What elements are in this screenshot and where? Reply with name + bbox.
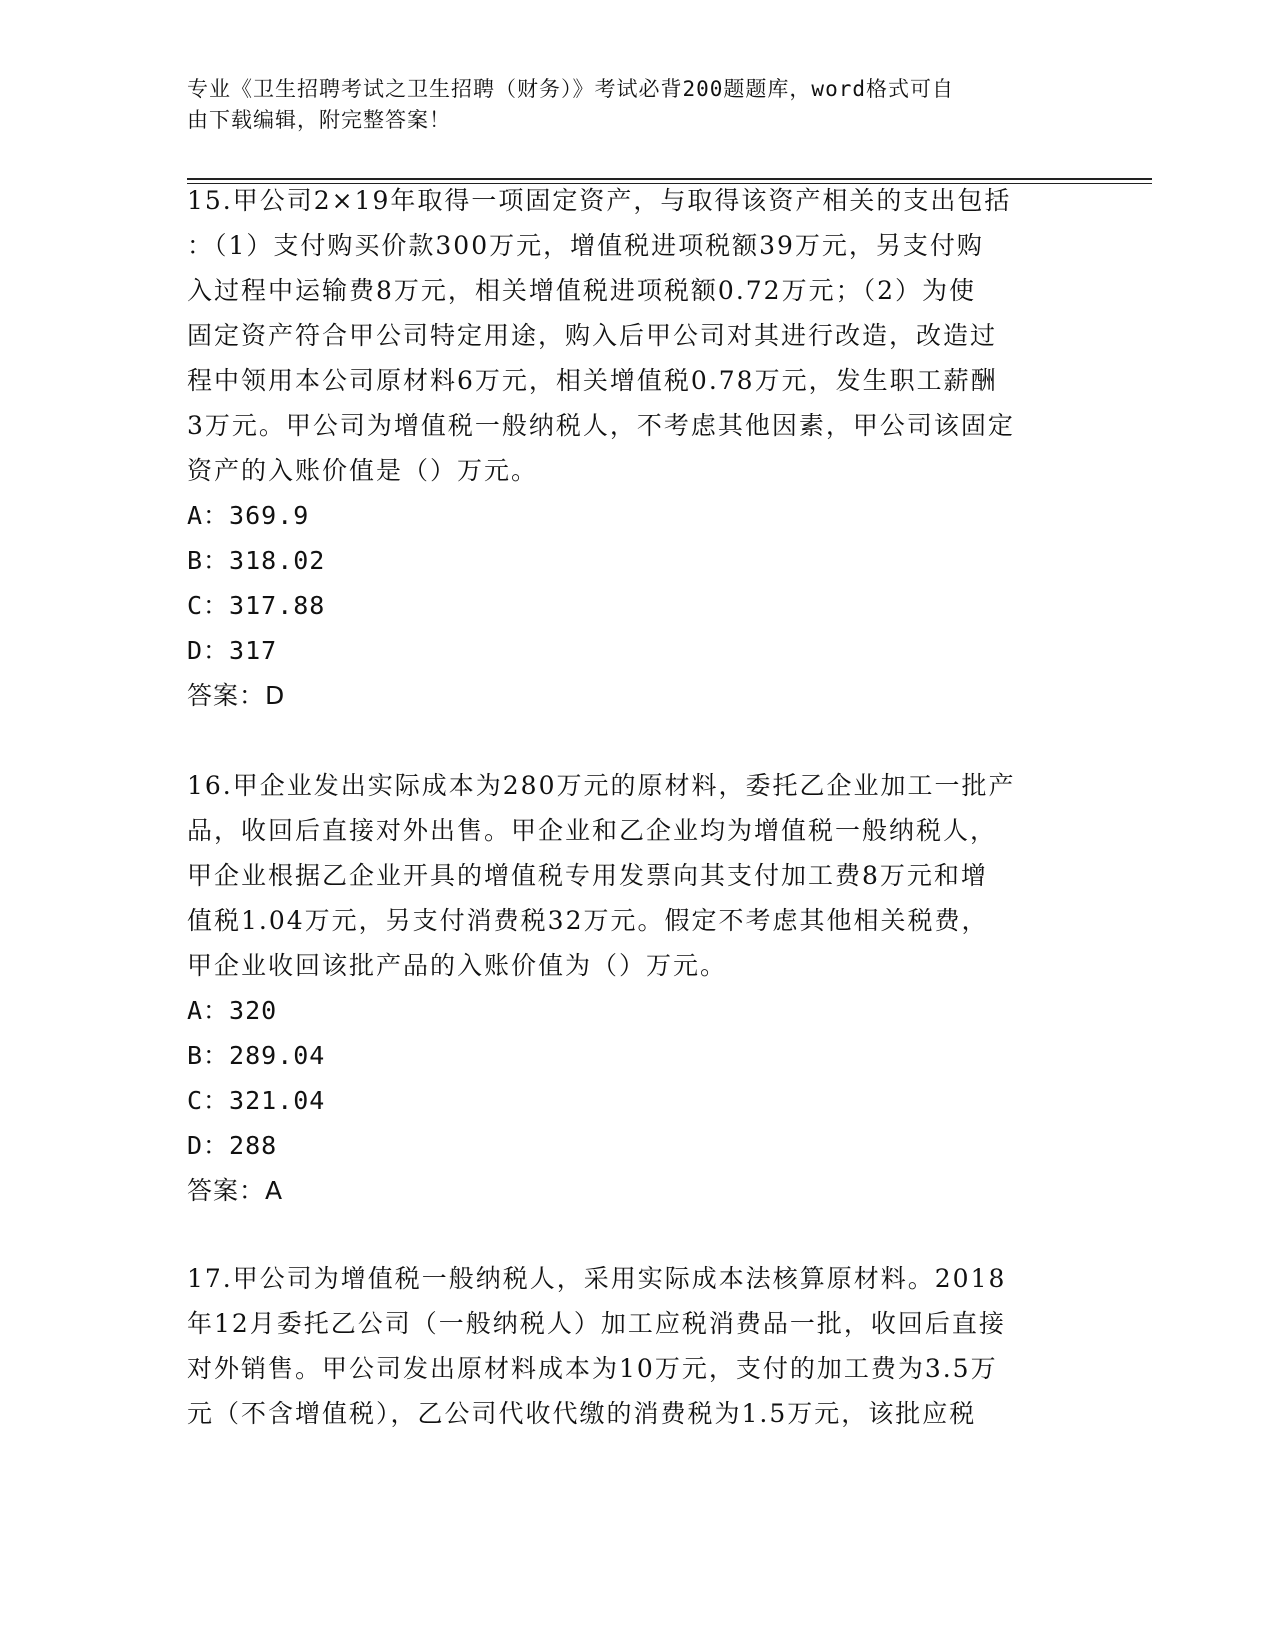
option-b: B：318.02	[187, 546, 326, 575]
question-text-line: 甲企业根据乙企业开具的增值税专用发票向其支付加工费8万元和增	[187, 861, 988, 890]
question-text-line: 17.甲公司为增值税一般纳税人，采用实际成本法核算原材料。2018	[187, 1264, 1007, 1293]
answer-line: 答案：D	[187, 681, 286, 710]
option-d: D：317	[187, 636, 278, 665]
question-text-line: 对外销售。甲公司发出原材料成本为10万元，支付的加工费为3.5万	[187, 1354, 998, 1383]
question-text-line: 16.甲企业发出实际成本为280万元的原材料，委托乙企业加工一批产	[187, 771, 1016, 800]
option-a: A：369.9	[187, 501, 310, 530]
header-line-1: 专业《卫生招聘考试之卫生招聘（财务）》考试必背200题题库，word格式可自	[187, 77, 954, 101]
question-17	[187, 1256, 1187, 1436]
question-text-line: 3万元。甲公司为增值税一般纳税人，不考虑其他因素，甲公司该固定	[187, 411, 1015, 440]
question-text-line: 品，收回后直接对外出售。甲企业和乙企业均为增值税一般纳税人，	[187, 816, 998, 845]
question-text-line: 15.甲公司2×19年取得一项固定资产，与取得该资产相关的支出包括	[187, 186, 1012, 215]
question-text-line: ：（1）支付购买价款300万元，增值税进项税额39万元，另支付购	[187, 231, 984, 260]
question-text-line: 元（不含增值税），乙公司代收代缴的消费税为1.5万元，该批应税	[187, 1399, 977, 1428]
header-line-2: 由下载编辑，附完整答案！	[187, 108, 451, 132]
question-text-line: 固定资产符合甲公司特定用途，购入后甲公司对其进行改造，改造过	[187, 321, 998, 350]
option-b: B：289.04	[187, 1041, 326, 1070]
option-c: C：321.04	[187, 1086, 326, 1115]
question-text-line: 甲企业收回该批产品的入账价值为（）万元。	[187, 951, 728, 980]
option-c: C：317.88	[187, 591, 326, 620]
question-text-line: 资产的入账价值是（）万元。	[187, 456, 539, 485]
question-text-line: 程中领用本公司原材料6万元，相关增值税0.78万元，发生职工薪酬	[187, 366, 998, 395]
option-d: D：288	[187, 1131, 278, 1160]
document-header	[187, 74, 1087, 136]
option-a: A：320	[187, 996, 278, 1025]
question-text-line: 入过程中运输费8万元，相关增值税进项税额0.72万元；（2）为使	[187, 276, 976, 305]
question-text-line: 年12月委托乙公司（一般纳税人）加工应税消费品一批，收回后直接	[187, 1309, 1006, 1338]
question-16	[187, 763, 1187, 1213]
answer-line: 答案：A	[187, 1176, 284, 1205]
question-15	[187, 178, 1187, 718]
question-text-line: 值税1.04万元，另支付消费税32万元。假定不考虑其他相关税费，	[187, 906, 989, 935]
